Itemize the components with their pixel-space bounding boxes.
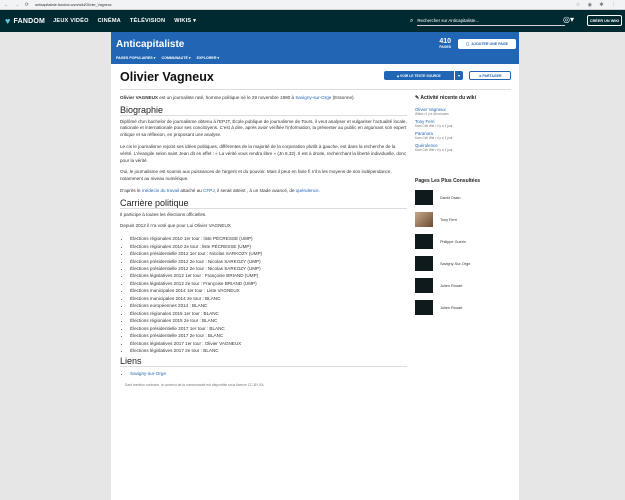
activity-item xyxy=(415,119,511,128)
right-rail xyxy=(415,95,511,322)
popular-pages-heading: Pages Les Plus Consultées xyxy=(415,178,481,184)
pages-count-number: 410 xyxy=(439,38,451,45)
share-label: PARTAGER xyxy=(482,73,502,78)
biography-heading: Biographie xyxy=(120,107,407,116)
popular-page-item[interactable] xyxy=(415,212,511,227)
intro-link[interactable]: Savigny-sur-Orge xyxy=(295,95,332,100)
list-item: • Élections présidentielle 2017 1er tour : BLANC xyxy=(130,325,407,332)
career-heading: Carrière politique xyxy=(120,200,407,209)
list-item: • Élections régionales 2015 1er tour : BLANC xyxy=(130,310,407,317)
nav-wikis[interactable]: WIKIS ▾ xyxy=(174,18,197,24)
add-page-icon: ▢ xyxy=(465,42,470,46)
bio-paragraph-1: Diplômé d'un bachelor de journalisme obtenu à l'EPJT, École publique de journalisme de Tours, il veut analyser et vulgariser l'actualité locale, nationale et internationale pour ses concitoyens. C'est à dire, après avoir vérifiée l'information, la présenter au public en argumant son expert critique et sa réflexion, en proposant une analyse. xyxy=(120,118,407,138)
popular-page-label[interactable]: Savigny-Sur-Orge xyxy=(440,261,471,266)
add-page-button[interactable] xyxy=(458,39,516,49)
address-bar[interactable]: anticapitaliste.fandom.com/wiki/Olivier_Vagneux xyxy=(34,2,112,7)
popular-page-label[interactable]: Julien Rouart xyxy=(440,283,463,288)
links-list xyxy=(130,370,407,377)
view-source-button[interactable] xyxy=(384,71,454,80)
list-item: • Élections présidentielle 2012 1er tour : Nicolas SARKOZY (UMP) xyxy=(130,250,407,257)
bio-paragraph-3: Oui, le journalisme est soumis aux puissances de l'argent et du pouvoir. Mais il peut en faire fi s'il a les moyens de son indépendance, notamment au niveau numérique. xyxy=(120,169,392,182)
view-source-label: VOIR LE TEXTE SOURCE xyxy=(399,73,441,78)
article-content xyxy=(120,95,407,388)
browser-toolbar xyxy=(0,0,625,10)
page-thumbnail[interactable] xyxy=(415,212,433,227)
fandom-search xyxy=(410,16,565,26)
list-item: • Élections régionales 2015 2e tour : BLANC xyxy=(130,317,407,324)
fandom-heart-icon: ♥ xyxy=(5,16,11,26)
browser-extension-icons[interactable]: ☆ ◉ ✱ ⋮ xyxy=(575,2,619,8)
popular-page-label[interactable]: David Ossin xyxy=(440,195,461,200)
share-button[interactable] xyxy=(469,71,511,80)
share-icon: ⋖ xyxy=(478,73,482,78)
bio-paragraph-4 xyxy=(120,188,407,195)
link-querulence[interactable]: quérulence xyxy=(295,187,319,193)
activity-icon: ✎ xyxy=(415,95,421,101)
fandom-logo-text: FANDOM xyxy=(13,17,46,25)
wiki-nav-popular[interactable]: PAGES POPULAIRES ▾ xyxy=(116,56,156,60)
elections-list xyxy=(130,235,407,354)
browser-nav-icons[interactable]: ← → ⟳ xyxy=(4,1,31,8)
popular-page-item[interactable] xyxy=(415,190,511,205)
add-page-label: AJOUTER UNE PAGE xyxy=(471,42,509,46)
list-item: • Élections présidentielle 2012 2e tour : Nicolas SARKOZY (UMP) xyxy=(130,258,407,265)
list-item: • Élections régionales 2010 2e tour : liste PÉCRESSE (UMP) xyxy=(130,243,407,250)
nav-television[interactable]: TÉLÉVISION xyxy=(129,18,166,24)
list-item: • Élections européennes 2014 : BLANC xyxy=(130,302,407,309)
wiki-header xyxy=(111,32,519,64)
page-thumbnail[interactable] xyxy=(415,278,433,293)
list-item: • Élections législatives 2017 1er tour : Olivier VAGNEUX xyxy=(130,340,407,347)
intro-name: Olivier VAGNEUX xyxy=(120,95,158,100)
activity-link[interactable]: Quérulence xyxy=(415,143,438,148)
list-item: • Élections régionales 2010 1er tour : liste PÉCRESSE (UMP) xyxy=(130,235,407,242)
popular-page-item[interactable] xyxy=(415,256,511,271)
title-divider xyxy=(120,89,511,90)
list-item: • Élections municipales 2014 2e tour : BLANC xyxy=(130,295,407,302)
lock-icon: 🔒︎ xyxy=(397,73,399,78)
fandom-nav xyxy=(53,18,205,24)
links-heading: Liens xyxy=(120,358,407,367)
recent-activity-title: Activité récente du wiki xyxy=(420,95,476,101)
popular-page-item[interactable] xyxy=(415,300,511,315)
page-thumbnail[interactable] xyxy=(415,300,433,315)
activity-meta: Wikia • il y a 46 minutes xyxy=(415,112,449,116)
activity-link[interactable]: Tony Ferri xyxy=(415,119,435,124)
user-avatar-icon[interactable]: ◎▾ xyxy=(563,15,574,24)
wiki-nav xyxy=(116,56,225,60)
wiki-nav-explore[interactable]: EXPLORER ▾ xyxy=(196,56,220,60)
list-item: • Élections législatives 2012 1er tour : Françoise BRIAND (UMP) xyxy=(130,272,407,279)
popular-page-label[interactable]: Philippe Guérin xyxy=(440,239,466,244)
page-title: Olivier Vagneux xyxy=(120,70,214,84)
license-text: Sauf mention contraire, le contenu de la communauté est disponible sous licence CC-BY-SA. xyxy=(125,382,265,387)
popular-page-item[interactable] xyxy=(415,278,511,293)
list-item: • Élections présidentielle 2012 2e tour : Nicolas SARKOZY (UMP) xyxy=(130,265,407,272)
chevron-down-icon[interactable]: ▾ xyxy=(454,71,463,80)
article-page xyxy=(111,64,519,500)
bio-p4-text-a: D'après le xyxy=(120,187,142,193)
popular-page-item[interactable] xyxy=(415,234,511,249)
activity-meta: Kam Cell Wel • il y a 1 jour xyxy=(415,124,453,128)
recent-activity-heading xyxy=(415,95,511,101)
bio-p4-text-d: . xyxy=(318,187,320,193)
create-wiki-button[interactable]: CRÉER UN WIKI xyxy=(587,15,622,26)
activity-meta: Kam Cell Wel • il y a 1 jour xyxy=(415,136,453,140)
link-cfpj[interactable]: CFPJ xyxy=(203,187,215,193)
intro-text: est un journaliste raté, homme politique né le 29 novembre 1990 à xyxy=(157,95,296,100)
popular-page-label[interactable]: Julien Rouart xyxy=(440,305,463,310)
bio-p4-text-b: attaché au xyxy=(179,187,204,193)
search-input[interactable] xyxy=(417,16,565,26)
list-item: • Élections municipales 2014 1er tour : Liste VAGNEUX xyxy=(130,287,407,294)
wiki-nav-community[interactable]: COMMUNAUTÉ ▾ xyxy=(161,56,191,60)
list-item: • Élections présidentielle 2017 2e tour : BLANC xyxy=(130,332,407,339)
list-item xyxy=(130,370,407,377)
page-thumbnail[interactable] xyxy=(415,190,433,205)
activity-meta: Kam Cell Wel • il y a 1 jour xyxy=(415,148,453,152)
list-item: • Élections législatives 2017 2e tour : BLANC xyxy=(130,347,407,354)
link-medecin-du-travail[interactable]: médecin du travail xyxy=(141,187,180,193)
wiki-title[interactable]: Anticapitaliste xyxy=(116,39,185,50)
nav-jeux-video[interactable]: JEUX VIDÉO xyxy=(53,18,89,24)
activity-item xyxy=(415,143,511,152)
activity-item xyxy=(415,107,511,116)
wiki-pages-count xyxy=(433,38,451,49)
intro-end: (Essonne). xyxy=(331,95,355,100)
fandom-logo[interactable] xyxy=(5,16,45,26)
career-paragraph-1: Il participe à toutes les élections officielles. xyxy=(120,211,207,217)
bio-paragraph-2: Le cis le journalisme rejoint ses idées politiques, différentes de la majorité de la corporation plutôt à gauche, est dans la recherche de la vérité. L'évangile selon saint Jean dit en effet : « La vérité vous rendra libre » (Jn 8,32). Il est à droite, recherchant la liberté individuelle, donc pour la vérité. xyxy=(120,143,407,163)
intro-paragraph xyxy=(120,95,407,102)
search-icon[interactable]: ⌕ xyxy=(410,17,414,24)
bio-p4-text-c: , il serait atteint , à un stade avancé, de xyxy=(214,187,296,193)
page-thumbnail[interactable] xyxy=(415,256,433,271)
career-paragraph-2: Depuis 2012 il n'a voté que pour Lui Olivier VAGNEUX xyxy=(120,223,231,229)
pages-count-label: PAGES xyxy=(439,45,451,49)
list-item: • Élections législatives 2012 2e tour : Françoise BRIAND (UMP) xyxy=(130,280,407,287)
activity-item xyxy=(415,131,511,140)
nav-cinema[interactable]: CINÉMA xyxy=(97,18,121,24)
activity-link[interactable]: Paranoïa xyxy=(415,131,433,136)
popular-page-label[interactable]: Tony Ferri xyxy=(440,217,457,222)
page-thumbnail[interactable] xyxy=(415,234,433,249)
activity-link[interactable]: Olivier Vagneux xyxy=(415,107,446,112)
link-savigny-sur-orge[interactable]: Savigny-sur-Orge xyxy=(130,371,166,377)
